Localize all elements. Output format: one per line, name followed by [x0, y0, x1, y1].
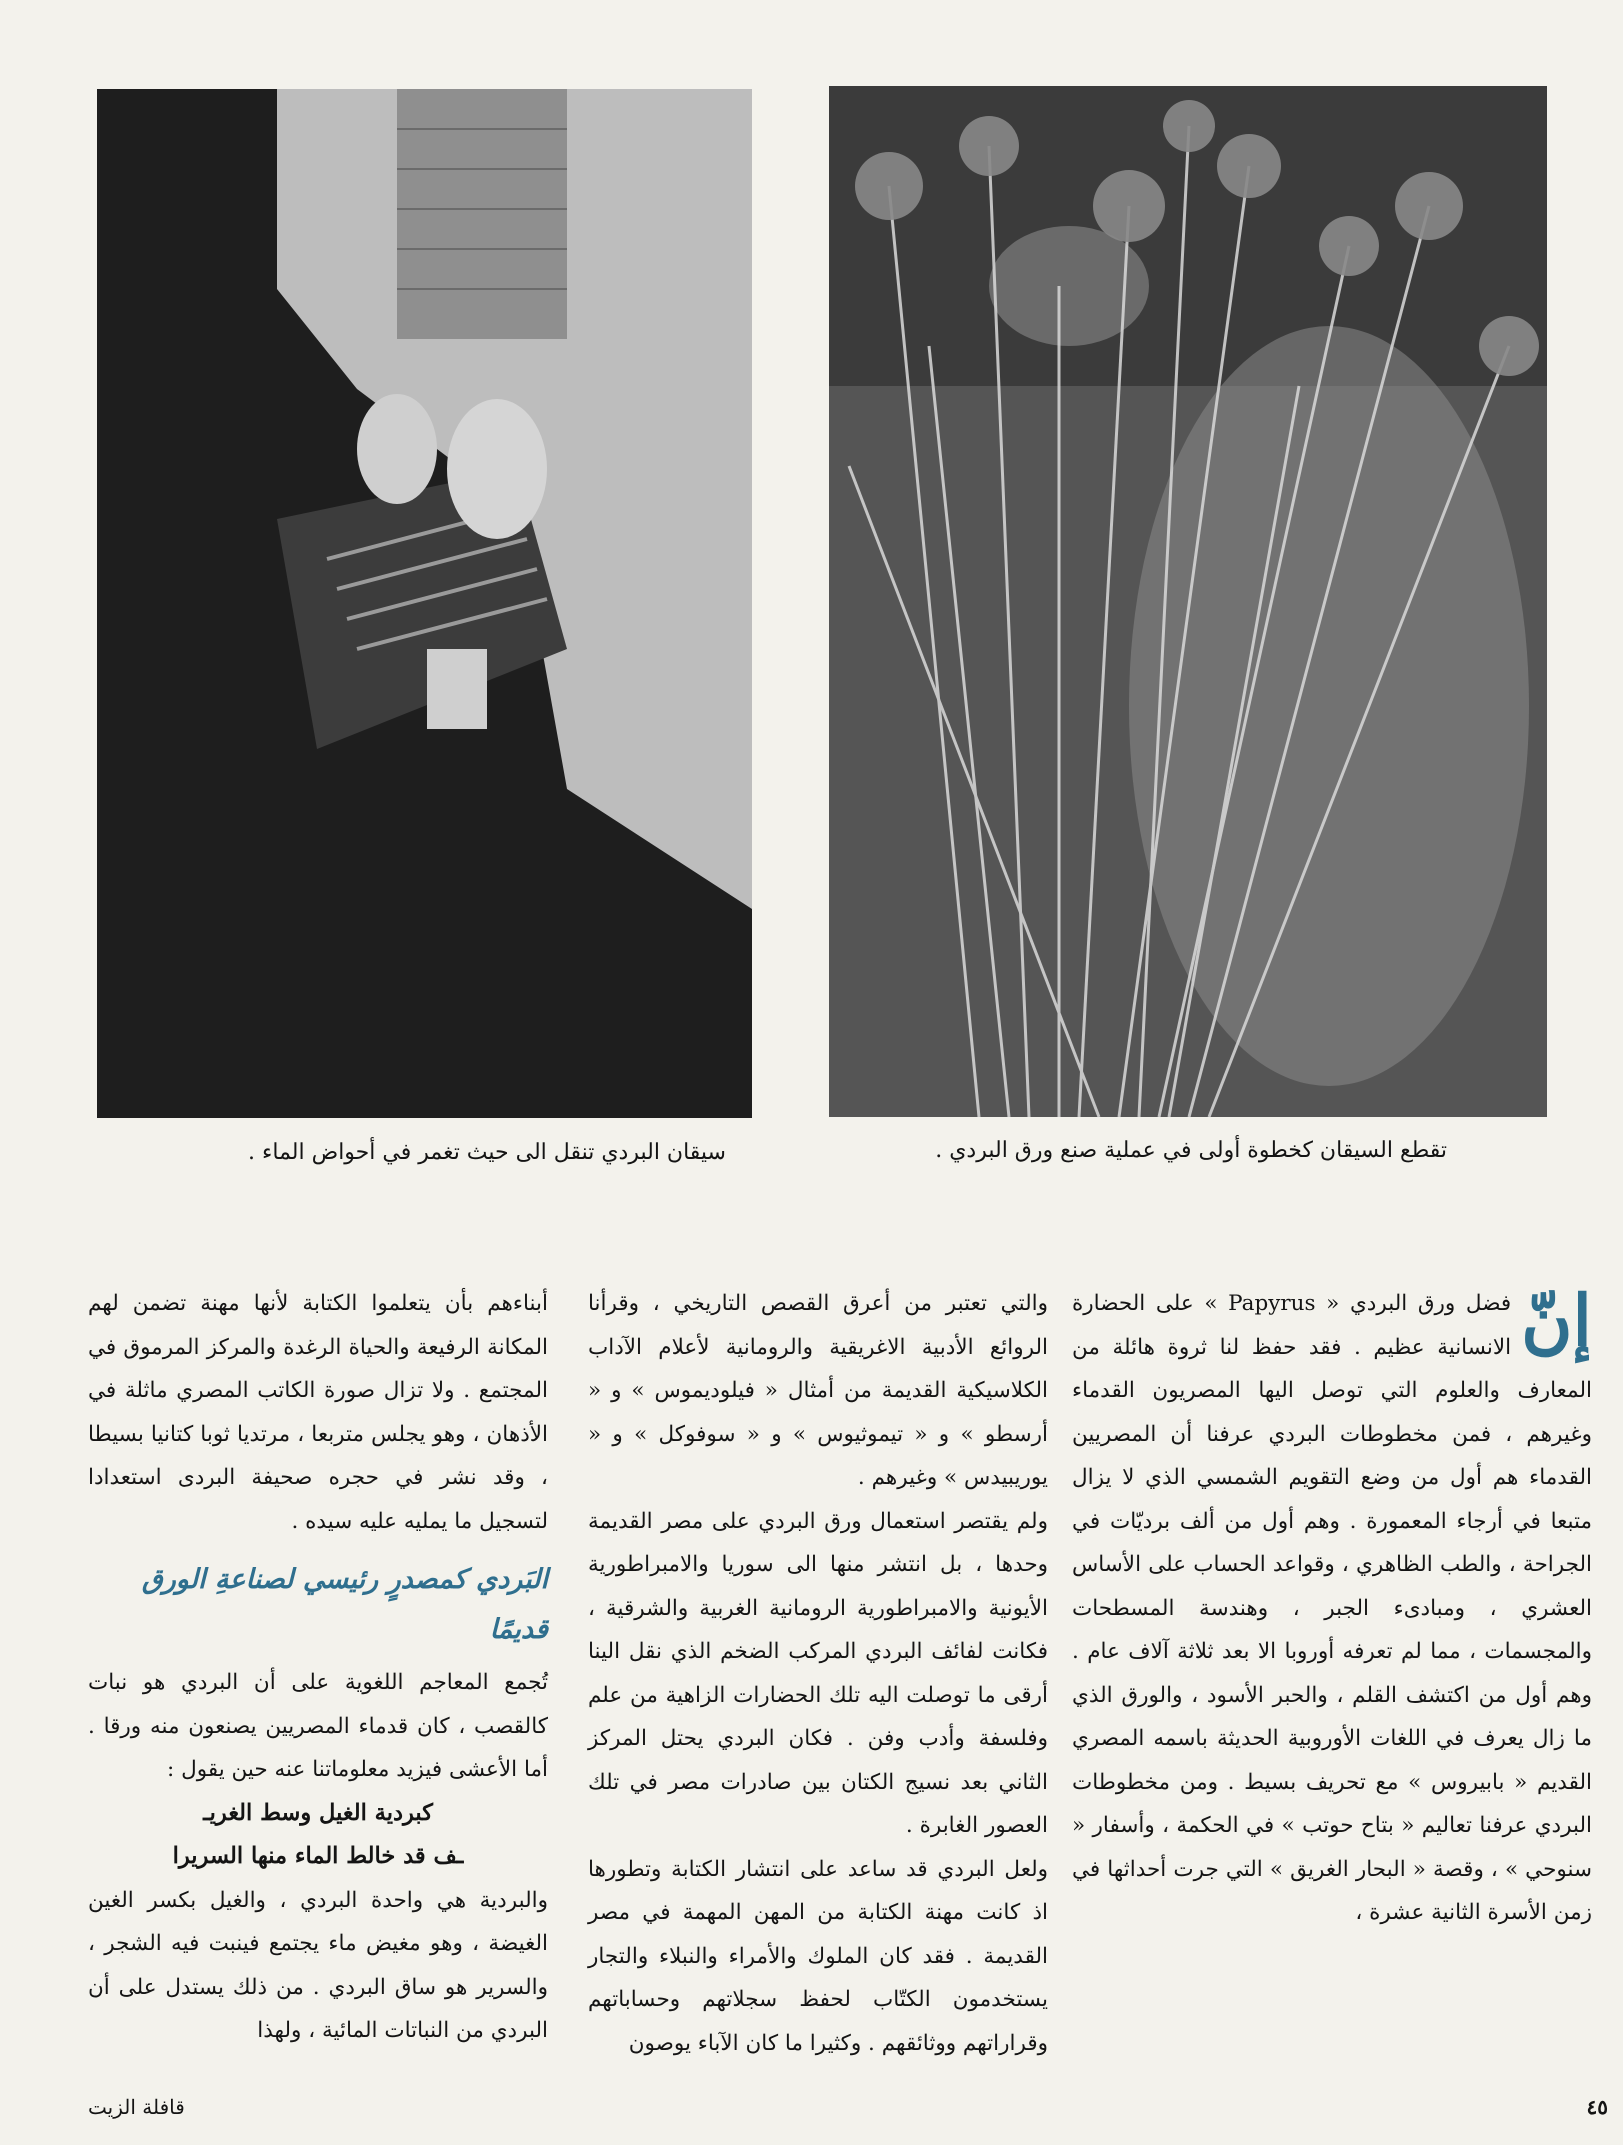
paragraph: ولعل البردي قد ساعد على انتشار الكتابة وتطورها اذ كانت مهنة الكتابة من المهن المهمة في مصر القديمة . فقد كان الملوك والأمراء والنبلاء والتجار يستخدمون الكتّاب لحفظ سجلاتهم وحساباتهم وقراراتهم ووثائقهم . وكثيرا ما كان الآباء يوصون	[588, 1856, 1048, 2056]
poem-verse-2: ـف قد خالط الماء منها السريرا	[172, 1843, 464, 1869]
paragraph: فضل ورق البردي « Papyrus » على الحضارة الانسانية عظيم . فقد حفظ لنا ثروة هائلة من المعارف والعلوم التي توصل اليها المصريون القدماء وغيرهم ، فمن مخطوطات البردي عرفنا أن المصريين القدماء هم أول من وضع التقويم الشمسي الذي لا يزال متبعا في أرجاء المعمورة . وهم أول من ألف برديّات في الجراحة ، والطب الظاهري ، وقواعد الحساب على الأساس العشري ، ومبادىء الجبر ، وهندسة المسطحات والمجسمات ، مما لم تعرفه أوروبا الا بعد ثلاثة آلاف عام . وهم أول من اكتشف القلم ، والحبر الأسود ، والورق الذي ما زال يعرف في اللغات الأوروبية الحديثة باسمه المصري القديم « بابيروس » مع تحريف بسيط . ومن مخطوطات البردي عرفنا تعاليم « بتاح حوتب » في الحكمة ، وأسفار « سنوحي » ، وقصة « البحار الغريق » التي جرت أحداثها في زمن الأسرة الثانية عشرة ،	[1072, 1291, 1592, 1925]
right-photo-caption: تقطع السيقان كخطوة أولى في عملية صنع ورق البردي .	[935, 1138, 1447, 1163]
magazine-name: قافلة الزيت	[88, 2095, 185, 2119]
drop-cap: إنّ	[1521, 1279, 1592, 1362]
section-subheading: البَردي كمصدرٍ رئيسي لصناعةِ الورق قديمًا	[141, 1564, 548, 1645]
papyrus-stems-transport-photo	[97, 89, 752, 1118]
page-number: ٤٥	[1586, 2095, 1608, 2119]
article-column-2	[588, 1282, 1048, 2056]
paragraph: ولم يقتصر استعمال ورق البردي على مصر القديمة وحدها ، بل انتشر منها الى سوريا والامبراطورية الأيونية والامبراطورية الرومانية الغربية والشرقية ، فكانت لفائف البردي المركب الضخم الذي نقل الينا أرقى ما توصلت اليه تلك الحضارات الزاهية من علم وفلسفة وأدب وفن . فكان البردي يحتل المركز الثاني بعد نسيج الكتان بين صادرات مصر في تلك العصور الغابرة .	[588, 1508, 1048, 1838]
paragraph: والبردية هي واحدة البردي ، والغيل بكسر الغين الغيضة ، وهو مغيض ماء يجتمع فينبت فيه الشجر ، والسرير هو ساق البردي . من ذلك يستدل على أن البردي من النباتات المائية ، ولهذا	[88, 1887, 548, 2043]
paragraph: أبناءهم بأن يتعلموا الكتابة لأنها مهنة تضمن لهم المكانة الرفيعة والحياة الرغدة والمركز المرموق في المجتمع . ولا تزال صورة الكاتب المصري ماثلة في الأذهان ، وهو يجلس متربعا ، مرتديا ثوبا كتانيا بسيطا ، وقد نشر في حجره صحيفة البردى استعدادا لتسجيل ما يمليه عليه سيده .	[88, 1291, 548, 1534]
papyrus-plants-photo	[829, 86, 1547, 1117]
poem-verse-1: كبردية الغيل وسط الغريـ	[203, 1799, 433, 1826]
paragraph: والتي تعتبر من أعرق القصص التاريخي ، وقرأنا الروائع الأدبية الاغريقية والرومانية لأعلام الآداب الكلاسيكية القديمة من أمثال « فيلوديموس » و « أرسطو » و « تيموثيوس » و « سوفوكل » و « يوريبيدس » وغيرهم .	[588, 1291, 1048, 1490]
left-photo-caption: سيقان البردي تنقل الى حيث تغمر في أحواض الماء .	[248, 1140, 726, 1165]
article-column-1	[1072, 1279, 1592, 1942]
paragraph: تُجمع المعاجم اللغوية على أن البردي هو نبات كالقصب ، كان قدماء المصريين يصنعون منه ورقا . أما الأعشى فيزيد معلوماتنا عنه حين يقول :	[88, 1670, 548, 1782]
article-column-3	[88, 1282, 548, 2043]
